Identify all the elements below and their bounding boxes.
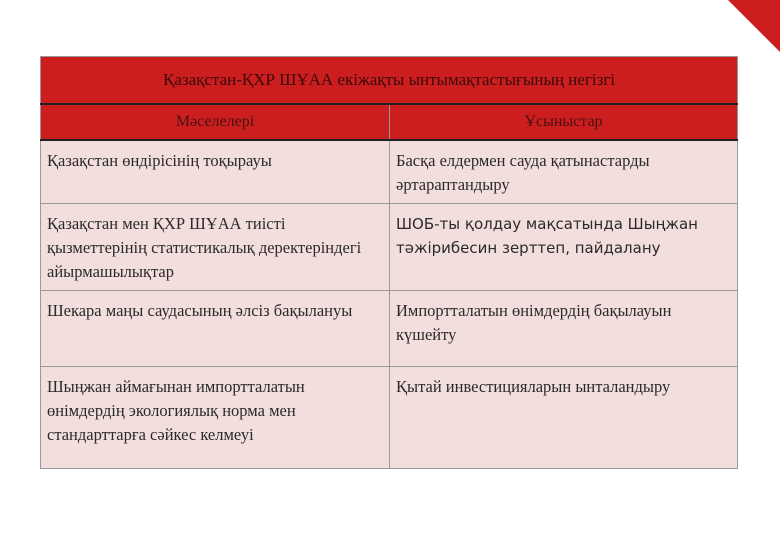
proposal-cell: Қытай инвестицияларын ынталандыру <box>390 367 738 469</box>
header-proposals: Ұсыныстар <box>390 104 738 140</box>
table-row <box>41 204 738 291</box>
problem-cell: Шыңжан аймағынан импортталатын өнімдердің экологиялық норма мен стандарттарға сәйкес келмеуі <box>41 367 390 469</box>
table-row <box>41 291 738 367</box>
proposal-cell: Импортталатын өнімдердің бақылауын күшейту <box>390 291 738 367</box>
proposal-cell: ШОБ-ты қолдау мақсатында Шыңжан тәжірибесин зерттеп, пайдалану <box>390 204 738 291</box>
header-problems: Мәселелері <box>41 104 390 140</box>
problem-cell: Қазақстан мен ҚХР ШҰАА тиісті қызметтерінің статистикалық деректеріндегі айырмашылықтар <box>41 204 390 291</box>
problem-cell: Шекара маңы саудасының әлсіз бақылануы <box>41 291 390 367</box>
comparison-table <box>40 56 738 469</box>
table-row <box>41 367 738 469</box>
table-title: Қазақстан-ҚХР ШҰАА екіжақты ынтымақтастығының негізгі <box>41 57 738 105</box>
table-row <box>41 140 738 204</box>
corner-decoration <box>728 0 780 52</box>
problem-cell: Қазақстан өндірісінің тоқырауы <box>41 140 390 204</box>
proposal-cell: Басқа елдермен сауда қатынастарды әртараптандыру <box>390 140 738 204</box>
